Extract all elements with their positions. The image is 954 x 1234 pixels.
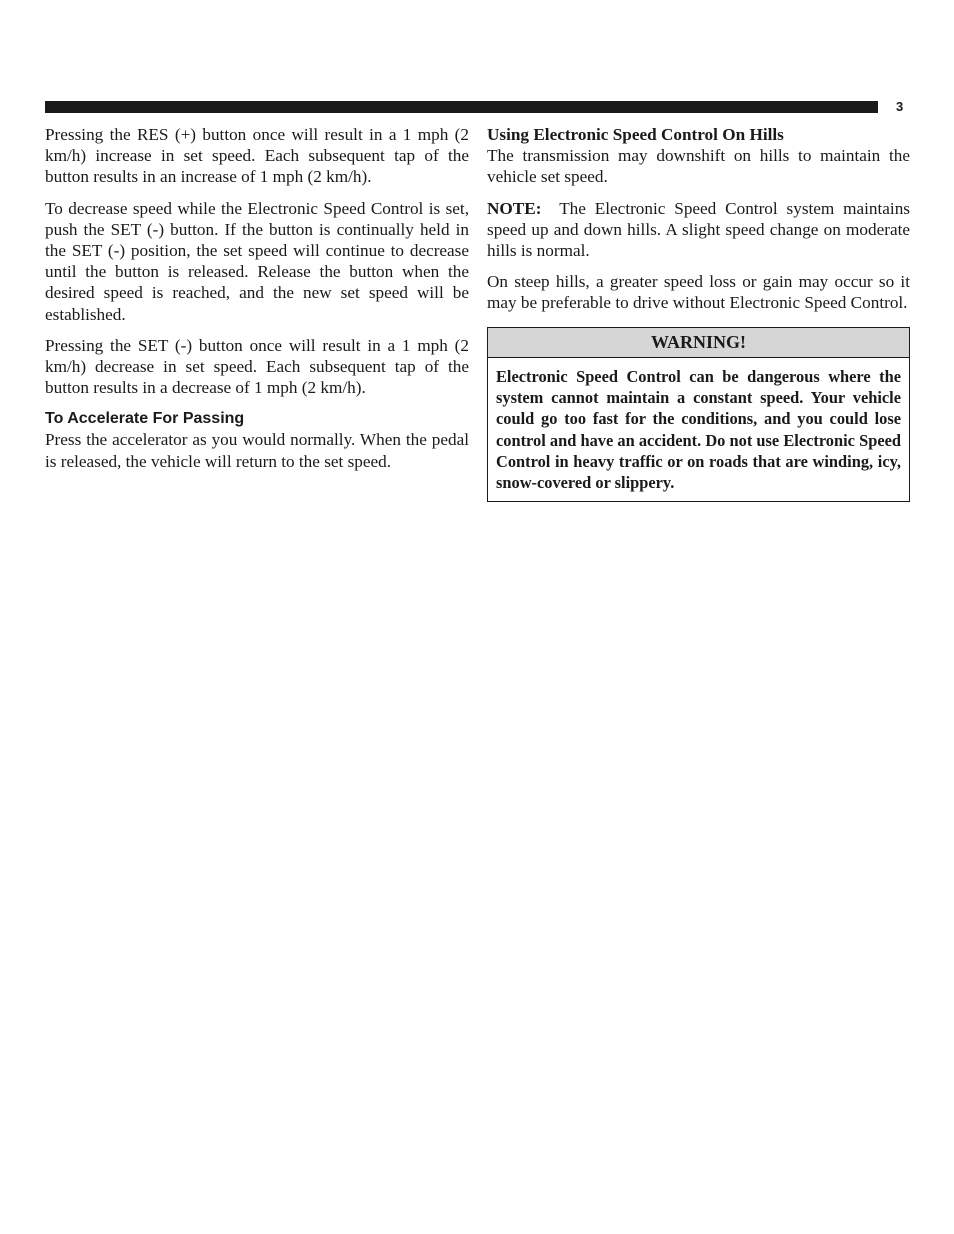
warning-text: Electronic Speed Control can be dangerous where the system cannot maintain a constant speed. Your vehicle could go too fast for the conditions, and you could lose control and have an accident. Do not use Electronic Speed Control in heavy traffic or on roads that are winding, icy, snow-covered or slippery. (496, 366, 901, 493)
heading-accelerate-passing: To Accelerate For Passing (45, 410, 245, 428)
warning-box (487, 327, 910, 503)
header-rule (45, 101, 878, 113)
paragraph-accelerate: Press the accelerator as you would normally. When the pedal is released, the vehicle will return to the set speed. (45, 430, 469, 471)
paragraph-downshift: The transmission may downshift on hills to maintain the vehicle set speed. (487, 146, 910, 187)
paragraph-decrease-speed: To decrease speed while the Electronic Speed Control is set, push the SET (-) button. If the button is continually held in the SET (-) position, the set speed will continue to decrease until the button is released. Release the button when the desired speed is reached, and the new set speed will be established. (45, 198, 469, 324)
left-column (45, 124, 469, 482)
note-label: NOTE: (487, 198, 542, 218)
paragraph-res-increase: Pressing the RES (+) button once will result in a 1 mph (2 km/h) increase in set speed. Each subsequent tap of the button results in an increase of 1 mph (2 km/h). (45, 125, 469, 187)
page-number: 3 (896, 99, 904, 114)
heading-hills: Using Electronic Speed Control On Hills (487, 125, 784, 144)
paragraph-set-decrease: Pressing the SET (-) button once will result in a 1 mph (2 km/h) decrease in set speed. Each subsequent tap of the button results in a decrease of 1 mph (2 km/h). (45, 335, 469, 398)
note-paragraph (487, 198, 910, 262)
paragraph-steep-hills: On steep hills, a greater speed loss or gain may occur so it may be preferable to drive without Electronic Speed Control. (487, 272, 910, 313)
note-text: The Electronic Speed Control system maintains speed up and down hills. A slight speed change on moderate hills is normal. (487, 198, 910, 261)
warning-title: WARNING! (488, 328, 909, 358)
right-column (487, 124, 910, 502)
